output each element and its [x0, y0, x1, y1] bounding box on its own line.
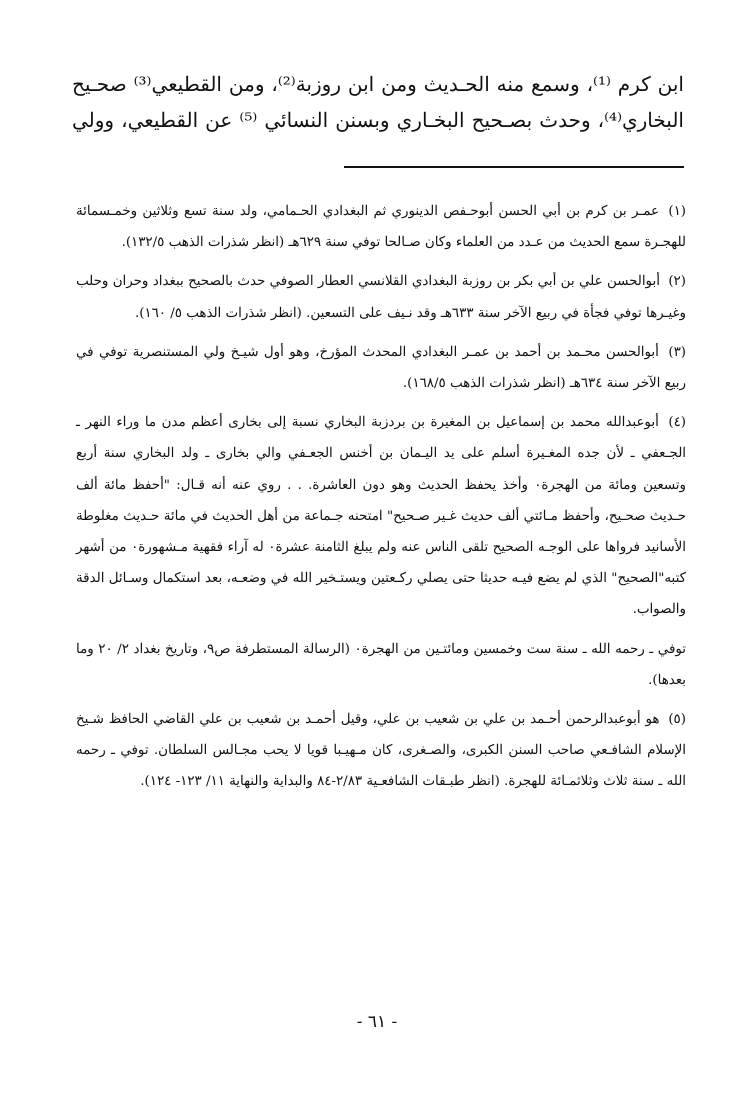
footnote-number: (٥): [668, 712, 686, 728]
main-text-block: [72, 66, 684, 138]
footnote-3: [76, 337, 686, 399]
footnote-4: [76, 407, 686, 696]
footnote-number: (٤): [668, 415, 686, 431]
footnote-paragraph: [76, 407, 686, 625]
footnote-text: أبوعبدالله محمد بن إسماعيل بن المغيرة بن بردزبة البخاري نسبة إلى بخارى أعظم مدن ما وراء النهر ـ الجـعفي ـ لأن جده المغـيرة أسلم على يد اليـمان بن أخنس الجعـفي والي بخارى ـ ولد البخاري سنة أربع وتسعين ومائة من الهجرة٠ وأخذ يحفظ الحديث وهو دون العاشرة. . . روي عنه أنه قـال: "أحفظ مائة ألف حـديث صحـيح، وأحفظ مـائتي ألف حديث غـير صـحيح" امتحنه جـماعة من أهل الحديث في مائة حـديث مغلوطة الأسانيد فرواها على الوجـه الصحيح تلقى الناس عنه ولم يبلغ الثامنة عشرة٠ له آراء فقهية مـشهورة٠ من أشهر كتبه"الصحيح" الذي لم يضع فيـه حديثا حتى يصلي ركـعتين ويستـخير الله في وضعـه، بعد استكمال وسـائل الدقة والصواب.: [76, 415, 686, 618]
footnote-1: [76, 196, 686, 258]
footnote-text: هو أبوعبدالرحمن أحـمد بن علي بن شعيب بن علي، وقيل أحمـد بن شعيب بن علي القاضي الحافظ شـيخ الإسلام الشافـعي صاحب السنن الكبرى، والصـغرى، كان مـهيـبا قويا لا يحب مجـالس السلطان. توفي ـ رحمه الله ـ سنة ثلاث وثلاثمـائة للهجرة. (انظر طبـقات الشافعـية ٢/٨٣-٨٤ والبداية والنهاية ١١/ ١٢٣- ١٢٤).: [76, 712, 686, 790]
footnote-text: أبوالحسن علي بن أبي بكر بن روزبة البغدادي القلانسي العطار الصوفي حدث بالصحيح ببغداد وحران وحلب وغيـرها توفي فجأة في ربيع الآخر سنة ٦٣٣هـ وقد نـيف على التسعين. (انظر شذرات الذهب ٥/ ١٦٠).: [76, 274, 686, 321]
footnote-5: [76, 704, 686, 798]
footnote-number: (١): [668, 204, 686, 219]
footnote-number: (٢): [668, 274, 686, 290]
footnote-text: أبوالحسن محـمد بن أحمد بن عمـر البغدادي المحدث المؤرخ، وهو أول شيـخ ولي المستنصرية توفي في ربيع الآخر سنة ٦٣٤هـ (انظر شذرات الذهب ١٦٨/٥).: [76, 344, 686, 392]
page-number: - ٦١ -: [356, 1012, 398, 1032]
footnote-continuation: توفي ـ رحمه الله ـ سنة ست وخمسين ومائتـين من الهجرة٠ (الرسالة المستطرفة ص٩، وتاريخ بغداد ٢/ ٢٠ وما بعدها).: [76, 641, 687, 688]
footnote-text: عمـر بن كرم بن أبي الحسن أبوحـفص الدينوري ثم البغدادي الحـمامي، ولد سنة تسع وثلاثين وخمـسمائة للهجـرة سمع الحديث من عـدد من العلماء وكان صـالحا توفي سنة ٦٢٩هـ (انظر شذرات الذهب ١٣٢/٥).: [76, 204, 686, 251]
footnote-number: (٣): [668, 344, 686, 360]
main-text-line-1: ابن كرم ⁽¹⁾، وسمع منه الحـديث ومن ابن روزبة⁽²⁾، ومن القطيعي⁽³⁾ صحـيح: [72, 72, 684, 96]
footnote-divider: [344, 166, 684, 168]
main-text-line-2: البخاري⁽⁴⁾، وحدث بصـحيح البخـاري وبسنن النسائي ⁽⁵⁾ عن القطيعي، وولي: [72, 108, 684, 132]
footnotes-section: [76, 196, 686, 806]
footnote-2: [76, 266, 686, 328]
